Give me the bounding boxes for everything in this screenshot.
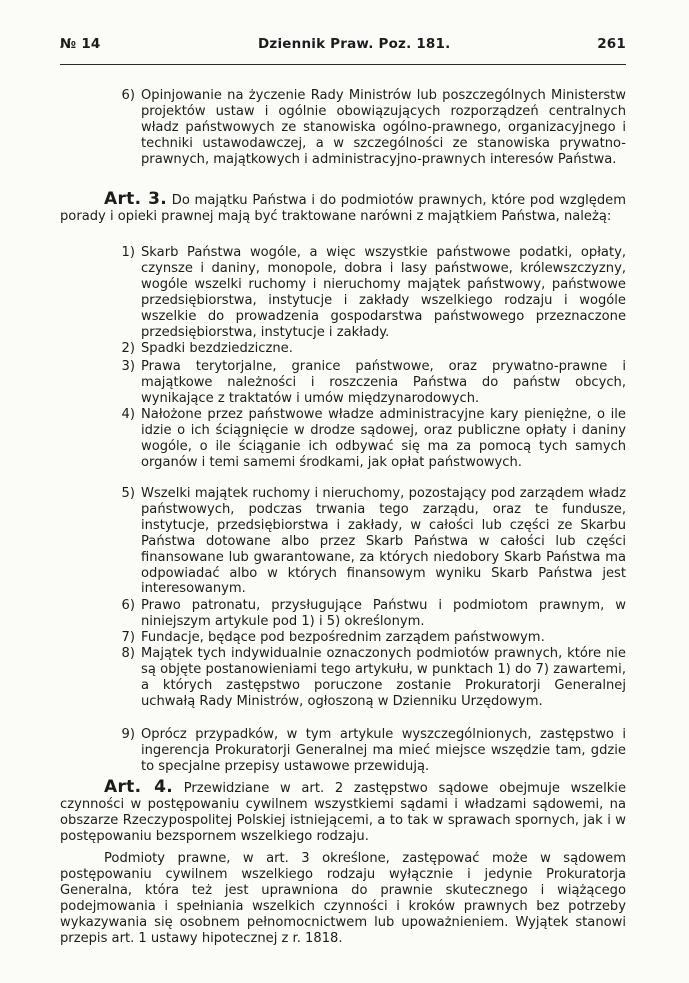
item-number: 6) bbox=[121, 88, 135, 103]
art4-label: Art. 4. bbox=[104, 777, 173, 797]
item-number: 8) bbox=[121, 646, 135, 661]
item-text: Oprócz przypadków, w tym artykule wyszczególnionych, zastępstwo i ingerencja Prokuratorji Generalnej ma mieć miejsce wszędzie tam, gdzie to specjalne przepisy ustawowe przewidują. bbox=[141, 727, 626, 774]
item-text: Skarb Państwa wogóle, a więc wszystkie państwowe podatki, opłaty, czynsze i daniny, monopole, dobra i lasy państwowe, królewszczyzny, wogóle wszelki ruchomy i nieruchomy majątek państwowy, państwowe przedsiębiorstwa, instytucje i zakłady wszelkiego rodzaju i wogóle wszelkie do prowadzenia gospodarstwa państwowego przeznaczone przedsiębiorstwa, instytucje i zakłady. bbox=[141, 245, 626, 340]
item-text: Nałożone przez państwowe władze administracyjne kary pieniężne, o ile idzie o ich ściągnięcie w drodze sądowej, oraz publiczne opłaty i daniny wogóle, o ile ściąganie ich odbywać się ma za pomocą tych samych organów i temi samemi środkami, jak opłat państwowych. bbox=[141, 407, 626, 470]
art4-paragraph-1 bbox=[60, 777, 627, 845]
item-text: Prawo patronatu, przysługujące Państwu i podmiotom prawnym, w niniejszym artykule pod 1) i 5) określonym. bbox=[141, 598, 626, 629]
issue-number: № 14 bbox=[60, 36, 101, 52]
art4-para1-text: Przewidziane w art. 2 zastępstwo sądowe obejmuje wszelkie czynności w postępowaniu cywilnem wszystkiemi sądami i władzami sądowemi, na obszarze Rzeczypospolitej Polskiej istniejącemi, a to tak w sprawach spornych, jak i w postępowaniu bezspornem wszelkiego rodzaju. bbox=[60, 781, 627, 844]
item-text: Prawa terytorjalne, granice państwowe, oraz prywatno-prawne i majątkowe należności i roszczenia Państwa do państw obcych, wynikające z traktatów i umów międzynarodowych. bbox=[141, 359, 626, 406]
item-number: 3) bbox=[121, 359, 135, 374]
journal-title: Dziennik Praw. Poz. 181. bbox=[258, 36, 451, 52]
art4-paragraph-2: Podmioty prawne, w art. 3 określone, zastępować może w sądowem postępowaniu cywilnem wszelkiego rodzaju wyłącznie i jedynie Prokuratorja Generalna, która też jest uprawniona do prawnie skutecznego i wiążącego podejmowania i spełniania wszelkich czynności i kroków prawnych bez potrzeby wykazywania się osobnem pełnomocnictwem lub upoważnieniem. Wyjątek stanowi przepis art. 1 ustawy hipotecznej z r. 1818. bbox=[60, 851, 626, 946]
item-text: Spadki bezdziedziczne. bbox=[141, 341, 293, 356]
item-number: 9) bbox=[121, 727, 135, 742]
item-text: Majątek tych indywidualnie oznaczonych podmiotów prawnych, które nie są objęte postanowieniami tego artykułu, w punktach 1) do 7) zawartemi, a których zastępstwo poruczone zostanie Prokuratorji Generalnej uchwałą Rady Ministrów, ogłoszoną w Dzienniku Urzędowym. bbox=[141, 646, 626, 709]
item-number: 5) bbox=[121, 486, 135, 501]
item-number: 4) bbox=[121, 407, 135, 422]
item-text: Fundacje, będące pod bezpośrednim zarządem państwowym. bbox=[141, 630, 545, 645]
item-number: 6) bbox=[121, 598, 135, 613]
running-head bbox=[60, 36, 626, 56]
item-number: 1) bbox=[121, 245, 135, 260]
header-rule bbox=[60, 64, 626, 65]
item-number: 7) bbox=[121, 630, 135, 645]
art3-intro-text: Do majątku Państwa i do podmiotów prawnych, które pod względem porady i opieki prawnej mają być traktowane narówni z majątkiem Państwa, należą: bbox=[60, 193, 626, 224]
item-text: Wszelki majątek ruchomy i nieruchomy, pozostający pod zarządem władz państwowych, podczas trwania tego zarządu, oraz te fundusze, instytucje, przedsiębiorstwa i zakłady, w całości lub części ze Skarbu Państwa dotowane albo przez Skarb Państwa w całości lub części finansowane lub gwarantowane, za których niedobory Skarb Państwa ma odpowiadać albo w których finansowym wyniku Skarb Państwa jest interesowanym. bbox=[141, 486, 626, 597]
page-number: 261 bbox=[597, 36, 626, 52]
art3-label: Art. 3. bbox=[104, 189, 167, 209]
art3-intro-paragraph bbox=[60, 189, 626, 225]
item-number: 2) bbox=[121, 341, 135, 356]
item-text: Opinjowanie na życzenie Rady Ministrów lub poszczególnych Ministerstw projektów ustaw i ogólnie obowiązujących rozporządzeń centralnych władz państwowych ze stanowiska ogólno-prawnego, organizacyjnego i techniki ustawodawczej, a w szczególności ze stanowiska prywatno-prawnych, majątkowych i administracyjno-prawnych interesów Państwa. bbox=[141, 88, 626, 167]
